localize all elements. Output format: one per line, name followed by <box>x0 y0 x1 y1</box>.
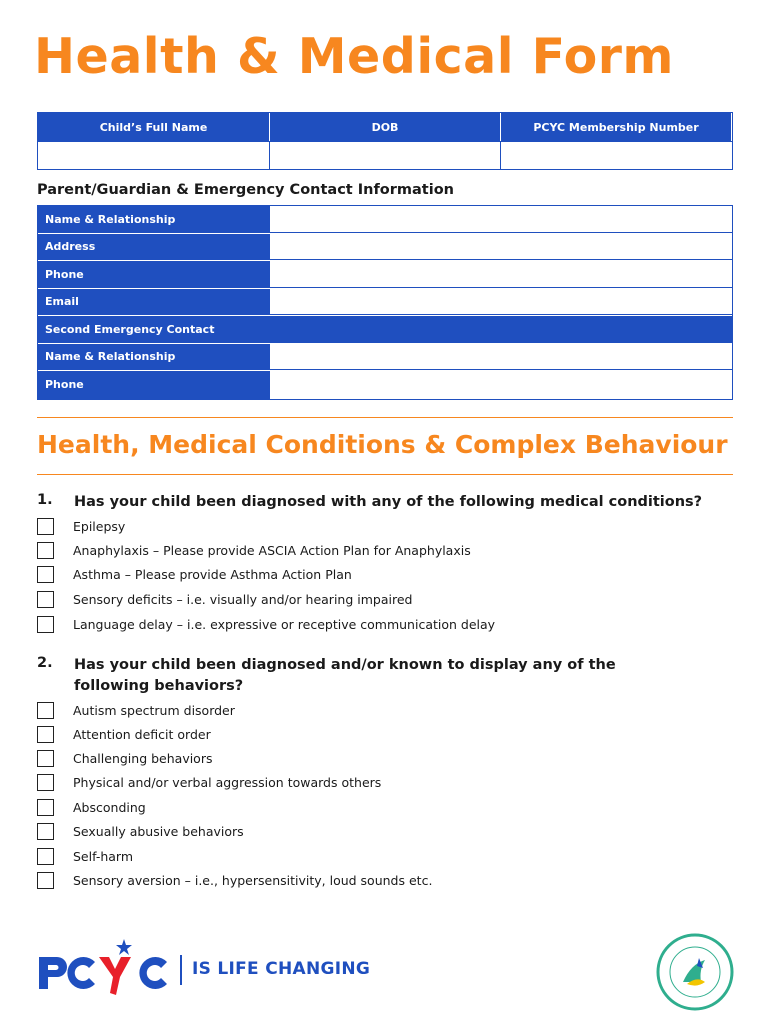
checkbox[interactable] <box>37 702 54 719</box>
option-self-harm[interactable] <box>37 846 133 866</box>
checkbox[interactable] <box>37 518 54 535</box>
child-details-table <box>37 112 733 170</box>
option-autism[interactable] <box>37 700 235 720</box>
checkbox[interactable] <box>37 726 54 743</box>
contact-label: Phone <box>38 261 270 288</box>
option-label: Sensory aversion – i.e., hypersensitivity, loud sounds etc. <box>73 872 433 888</box>
logo-tagline: IS LIFE CHANGING <box>192 959 371 979</box>
option-label: Self-harm <box>73 848 134 864</box>
question-text: Has your child been diagnosed with any of the following medical conditions? <box>74 494 703 510</box>
option-label: Sensory deficits – i.e. visually and/or hearing impaired <box>73 591 413 607</box>
contact-row <box>38 206 732 234</box>
checkbox[interactable] <box>37 872 54 889</box>
option-label: Epilepsy <box>73 518 126 534</box>
pcyc-logo <box>37 935 397 1005</box>
option-label: Autism spectrum disorder <box>73 702 235 718</box>
contact-section-heading: Parent/Guardian & Emergency Contact Information <box>37 182 454 198</box>
phone-field[interactable] <box>270 261 732 288</box>
registered-charity-badge <box>655 932 735 1012</box>
membership-number-field[interactable] <box>501 141 732 169</box>
question-number: 1. <box>37 492 53 508</box>
section-title: Health, Medical Conditions & Complex Behaviour <box>37 430 728 459</box>
contact-label: Name & Relationship <box>38 206 270 233</box>
option-asthma[interactable] <box>37 564 352 584</box>
contact-label: Phone <box>38 371 270 399</box>
second-name-relationship-field[interactable] <box>270 344 732 371</box>
contact-row <box>38 234 732 262</box>
option-label: Asthma – Please provide Asthma Action Plan <box>73 566 352 582</box>
second-phone-field[interactable] <box>270 371 732 399</box>
option-label: Anaphylaxis – Please provide ASCIA Action Plan for Anaphylaxis <box>73 542 471 558</box>
second-contact-header-row <box>38 316 732 344</box>
option-label: Language delay – i.e. expressive or receptive communication delay <box>73 616 496 632</box>
child-name-header: Child’s Full Name <box>38 113 270 141</box>
option-label: Sexually abusive behaviors <box>73 823 244 839</box>
checkbox[interactable] <box>37 799 54 816</box>
checkbox[interactable] <box>37 542 54 559</box>
option-aggression[interactable] <box>37 772 381 792</box>
contact-row <box>38 344 732 372</box>
pcyc-logo-icon <box>37 935 177 1005</box>
contact-label: Address <box>38 234 270 261</box>
contact-row <box>38 289 732 317</box>
checkbox[interactable] <box>37 774 54 791</box>
option-sensory-deficits[interactable] <box>37 589 412 609</box>
charity-seal-icon <box>655 932 735 1012</box>
option-label: Attention deficit order <box>73 726 211 742</box>
option-label: Physical and/or verbal aggression towards others <box>73 774 382 790</box>
option-epilepsy[interactable] <box>37 516 125 536</box>
option-language-delay[interactable] <box>37 614 495 634</box>
email-field[interactable] <box>270 289 732 316</box>
name-relationship-field[interactable] <box>270 206 732 233</box>
contact-row <box>38 261 732 289</box>
child-name-field[interactable] <box>38 141 270 169</box>
contact-table <box>37 205 733 400</box>
dob-field[interactable] <box>270 141 501 169</box>
option-absconding[interactable] <box>37 797 146 817</box>
option-label: Absconding <box>73 799 146 815</box>
logo-divider <box>180 955 182 985</box>
option-label: Challenging behaviors <box>73 750 213 766</box>
contact-label: Email <box>38 289 270 316</box>
page-title: Health & Medical Form <box>34 28 674 85</box>
option-sensory-aversion[interactable] <box>37 870 432 890</box>
checkbox[interactable] <box>37 750 54 767</box>
membership-number-header: PCYC Membership Number <box>501 113 732 141</box>
option-anaphylaxis[interactable] <box>37 540 471 560</box>
option-attention-deficit[interactable] <box>37 724 211 744</box>
contact-row <box>38 371 732 399</box>
checkbox[interactable] <box>37 566 54 583</box>
checkbox[interactable] <box>37 616 54 633</box>
option-sexually-abusive[interactable] <box>37 821 244 841</box>
question-text: Has your child been diagnosed and/or known to display any of the following behaviors? <box>74 657 616 694</box>
second-contact-heading: Second Emergency Contact <box>38 316 732 343</box>
checkbox[interactable] <box>37 591 54 608</box>
divider-top <box>37 417 733 418</box>
divider-bottom <box>37 474 733 475</box>
checkbox[interactable] <box>37 848 54 865</box>
address-field[interactable] <box>270 234 732 261</box>
contact-label: Name & Relationship <box>38 344 270 371</box>
dob-header: DOB <box>270 113 501 141</box>
question-number: 2. <box>37 655 53 671</box>
option-challenging-behaviors[interactable] <box>37 748 212 768</box>
checkbox[interactable] <box>37 823 54 840</box>
